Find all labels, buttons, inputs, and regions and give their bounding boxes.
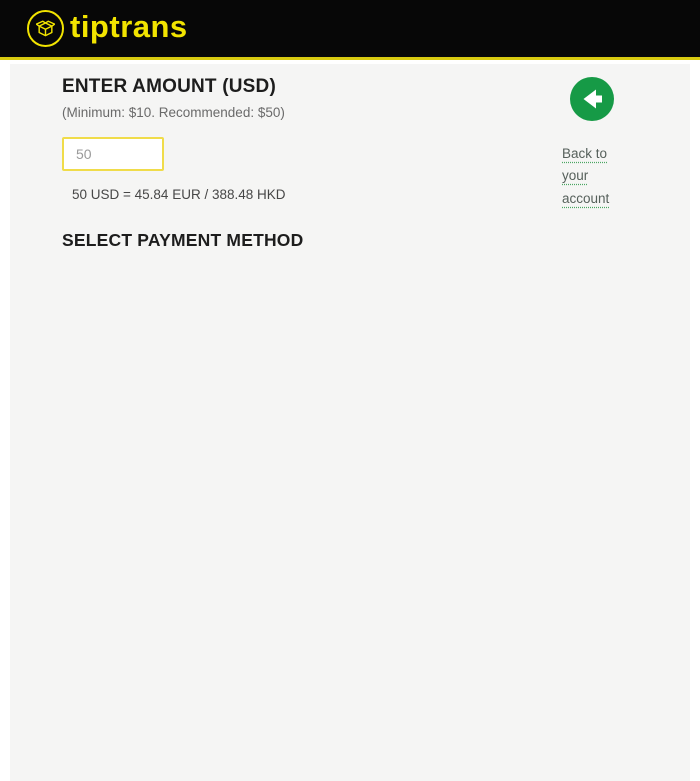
app-header xyxy=(0,0,700,60)
amount-hint: (Minimum: $10. Recommended: $50) xyxy=(62,105,285,120)
select-payment-method-title: SELECT PAYMENT METHOD xyxy=(62,230,304,250)
back-block xyxy=(558,77,632,210)
back-to-account-link[interactable]: Back to your account xyxy=(562,146,610,206)
content-panel xyxy=(10,64,690,781)
back-arrow-button[interactable] xyxy=(570,77,632,126)
conversion-text: 50 USD = 45.84 EUR / 388.48 HKD xyxy=(72,187,286,202)
tiptrans-box-icon xyxy=(27,10,64,47)
amount-input[interactable] xyxy=(62,137,164,171)
enter-amount-title: ENTER AMOUNT (USD) xyxy=(62,76,276,97)
brand-logo-text[interactable]: tiptrans xyxy=(70,9,188,44)
